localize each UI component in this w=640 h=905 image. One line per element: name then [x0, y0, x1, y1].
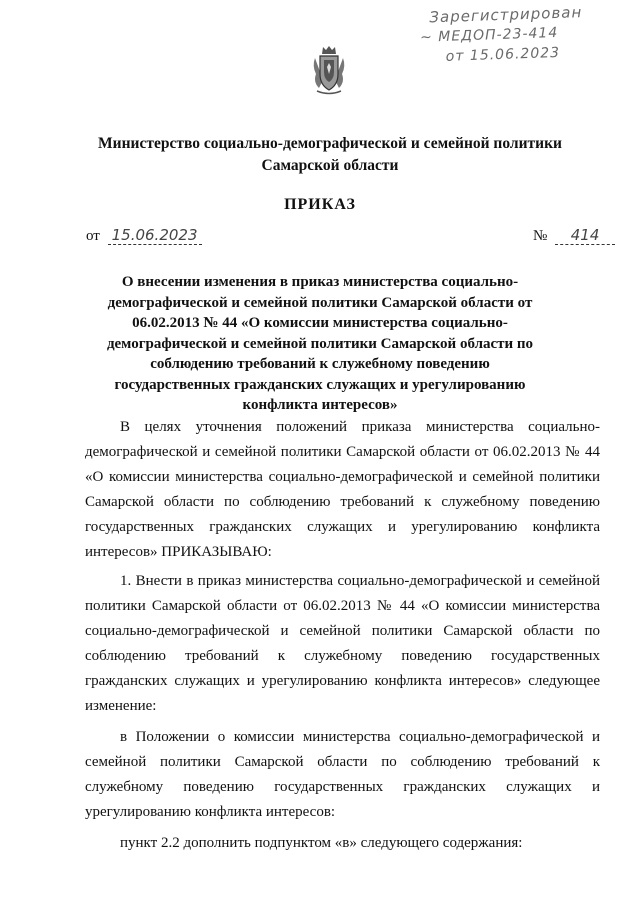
order-number-value: 414: [555, 226, 615, 245]
document-title: ПРИКАЗ: [284, 196, 356, 213]
registration-handwritten-note: [419, 0, 636, 67]
coat-of-arms-icon: [309, 44, 349, 96]
ministry-name: Министерство социально-демографической и семейной политики Самарской области: [98, 135, 562, 174]
registration-note-line-3: от 15.06.2023: [445, 44, 561, 65]
order-subject: О внесении изменения в приказ министерства социально-демографической и семейной политики Самарской области от 06.02.2013 № 44 «О комиссии министерства социально-демографической и семейной политики Самарской области по соблюдению требований к служебному поведению государственных гражданских служащих и урегулированию конфликта интересов»: [106, 274, 534, 413]
registration-note-line-1: Зарегистрирован: [429, 3, 583, 27]
body-paragraph-preamble: В целях уточнения положений приказа министерства социально-демографической и семейной политики Самарской области от 06.02.2013 № 44 «О комиссии министерства социально-демографической и семейной политики Самарской области по соблюдению требований к служебному поведению государственных гражданских служащих и урегулированию конфликта интересов» ПРИКАЗЫВАЮ:: [85, 419, 600, 560]
body-paragraph-item-1: 1. Внести в приказ министерства социально-демографической и семейной политики Самарской области от 06.02.2013 № 44 «О комиссии министерства социально-демографической и семейной политики Самарской области по соблюдению требований к служебному поведению государственных гражданских служащих и урегулированию конфликта интересов» следующее изменение:: [85, 573, 600, 714]
order-date-line: [86, 226, 202, 245]
order-body: [85, 415, 600, 862]
number-prefix: №: [533, 228, 548, 244]
order-number-line: [533, 226, 615, 245]
registration-note-line-2: ~ МЕДОП-23-414: [419, 24, 559, 46]
body-paragraph-regulation: в Положении о комиссии министерства социально-демографической и семейной политики Самарской области по соблюдению требований к служебному поведению государственных гражданских служащих и урегулированию конфликта интересов:: [85, 729, 600, 820]
body-paragraph-clause: пункт 2.2 дополнить подпунктом «в» следующего содержания:: [120, 835, 523, 851]
date-prefix: от: [86, 228, 100, 244]
order-date-value: 15.06.2023: [108, 226, 202, 245]
